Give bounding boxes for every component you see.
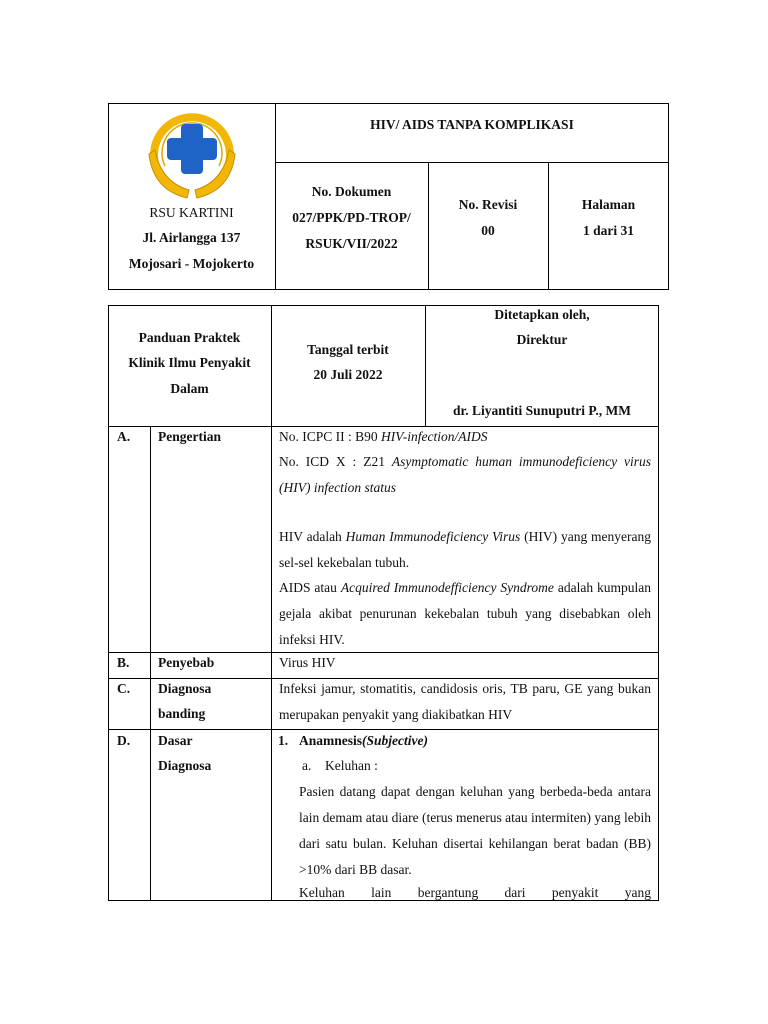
hospital-logo xyxy=(143,110,241,200)
set-by-label: Ditetapkan oleh, xyxy=(494,307,590,322)
issued-label: Tanggal terbit xyxy=(307,342,389,357)
hospital-address-line2: Mojosari - Mojokerto xyxy=(128,256,255,271)
page-label: Halaman xyxy=(581,197,636,212)
section-b-title: Penyebab xyxy=(158,655,215,670)
doc-no-line1: 027/PPK/PD-TROP/ xyxy=(292,210,411,225)
col-divider xyxy=(150,426,151,901)
section-c-letter: C. xyxy=(117,681,131,696)
section-d-item-number: 1. xyxy=(278,733,289,748)
section-c-text: Infeksi jamur, stomatitis, candidosis oris, TB paru, GE yang bukan merupakan penyakit yang diakibatkan HIV xyxy=(279,681,651,722)
section-a-hiv-definition: HIV adalah Human Immunodeficiency Virus (HIV) yang menyerang sel-sel kekebalan tubuh. xyxy=(279,529,652,570)
doc-no-line2: RSUK/VII/2022 xyxy=(305,236,398,251)
hospital-name: RSU KARTINI xyxy=(149,205,234,220)
section-d-sub-title: Keluhan : xyxy=(325,758,378,773)
section-b-letter: B. xyxy=(117,655,130,670)
guide-title: Panduan Praktek xyxy=(138,330,241,345)
section-c-title: banding xyxy=(158,706,206,721)
header-divider xyxy=(275,162,669,163)
guide-title: Dalam xyxy=(170,381,209,396)
director-name: dr. Liyantiti Sunuputri P., MM xyxy=(453,403,631,418)
revision-value: 00 xyxy=(481,223,495,238)
section-a-letter: A. xyxy=(117,429,131,444)
section-c-title: Diagnosa xyxy=(158,681,212,696)
revision-label: No. Revisi xyxy=(458,197,518,212)
guide-title: Klinik Ilmu Penyakit xyxy=(128,355,251,370)
director-title: Direktur xyxy=(516,332,568,347)
page-value: 1 dari 31 xyxy=(582,223,634,238)
section-a-title: Pengertian xyxy=(158,429,221,444)
section-d-title: Diagnosa xyxy=(158,758,212,773)
section-a-icd: No. ICD X : Z21 Asymptomatic human immunodeficiency virus (HIV) infection status xyxy=(279,454,651,495)
section-d-sub-letter: a. xyxy=(302,758,312,773)
section-d-title: Dasar xyxy=(158,733,193,748)
col-divider xyxy=(271,426,272,901)
section-d-last-line: Keluhan lain bergantung dari penyakit yang xyxy=(299,885,651,900)
section-b-text: Virus HIV xyxy=(279,655,336,670)
logo-cross xyxy=(167,138,217,160)
doc-no-label: No. Dokumen xyxy=(311,184,392,199)
section-a-aids-definition: AIDS atau Acquired Immunodefficiency Syndrome adalah kumpulan gejala akibat penurunan kekebalan tubuh yang disebabkan oleh infeksi HIV. xyxy=(279,580,651,647)
section-d-letter: D. xyxy=(117,733,131,748)
hospital-address-line1: Jl. Airlangga 137 xyxy=(142,230,241,245)
section-a-icpc: No. ICPC II : B90 HIV-infection/AIDS xyxy=(279,429,488,444)
issued-date: 20 Juli 2022 xyxy=(313,367,383,382)
section-d-item-title: Anamnesis(Subjective) xyxy=(299,733,428,748)
document-title: HIV/ AIDS TANPA KOMPLIKASI xyxy=(370,117,574,132)
section-d-paragraph: Pasien datang dapat dengan keluhan yang berbeda-beda antara lain demam atau diare (terus menerus atau intermiten) yang lebih dari satu bulan. Keluhan disertai kehilangan berat badan (BB) >10% dari BB dasar. xyxy=(299,784,651,877)
